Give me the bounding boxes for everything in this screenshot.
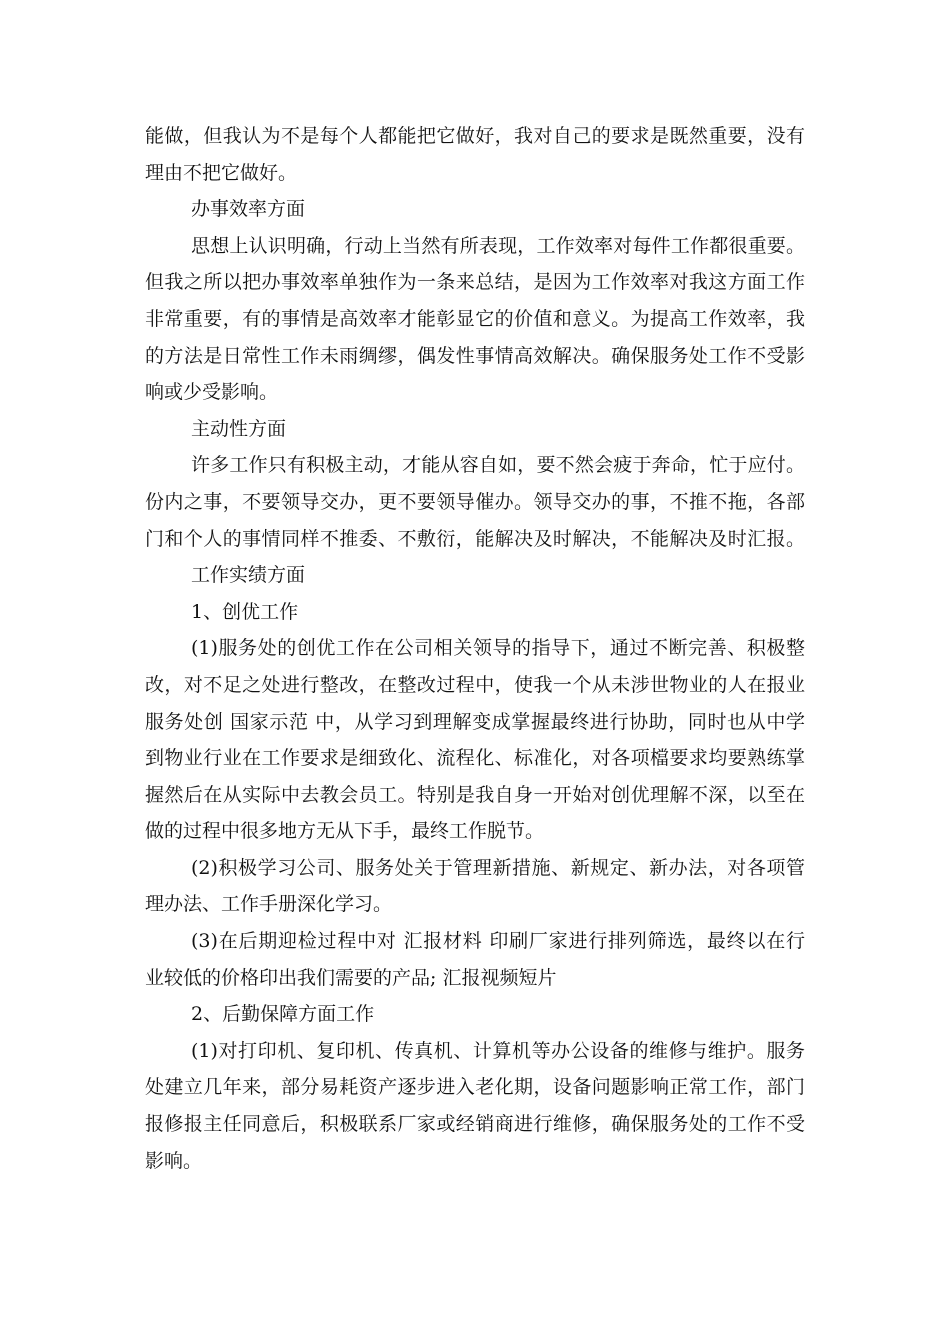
text-line: 份内之事，不要领导交办，更不要领导催办。领导交办的事，不推不拖，各部 [145,490,805,513]
text-line: 响或少受影响。 [145,381,279,404]
text-line: 思想上认识明确，行动上当然有所表现，工作效率对每件工作都很重要。 [191,234,805,257]
text-line: 服务处创 国家示范 中，从学习到理解变成掌握最终进行协助，同时也从中学 [145,710,805,733]
document-body [145,118,805,1179]
text-line: 业较低的价格印出我们需要的产品; 汇报视频短片 [145,966,557,989]
text-line: 工作实绩方面 [191,564,306,587]
text-line: 非常重要，有的事情是高效率才能彰显它的价值和意义。为提高工作效率，我 [145,307,805,330]
text-line: 门和个人的事情同样不推委、不敷衍，能解决及时解决，不能解决及时汇报。 [145,527,805,550]
text-line: 报修报主任同意后，积极联系厂家或经销商进行维修，确保服务处的工作不受 [145,1113,805,1136]
text-line: (1)服务处的创优工作在公司相关领导的指导下，通过不断完善、积极整 [191,637,805,660]
text-line: (1)对打印机、复印机、传真机、计算机等办公设备的维修与维护。服务 [191,1039,805,1062]
text-line: 办事效率方面 [191,198,306,221]
text-line: (3)在后期迎检过程中对 汇报材料 印刷厂家进行排列筛选，最终以在行 [191,930,805,953]
text-line: 理由不把它做好。 [145,161,298,184]
text-line: 1、创优工作 [191,600,299,623]
text-line: 许多工作只有积极主动，才能从容自如，要不然会疲于奔命，忙于应付。 [191,454,805,477]
text-line: 能做，但我认为不是每个人都能把它做好，我对自己的要求是既然重要，没有 [145,125,805,147]
text-line: (2)积极学习公司、服务处关于管理新措施、新规定、新办法，对各项管 [191,856,805,879]
text-line: 改，对不足之处进行整改，在整改过程中，使我一个从未涉世物业的人在报业 [145,673,805,696]
text-line: 理办法、工作手册深化学习。 [145,893,393,916]
text-line: 到物业行业在工作要求是细致化、流程化、标准化，对各项檔要求均要熟练掌 [145,747,805,770]
text-line: 处建立几年来，部分易耗资产逐步进入老化期，设备问题影响正常工作，部门 [145,1076,805,1099]
text-line: 主动性方面 [191,417,287,440]
text-line: 的方法是日常性工作未雨绸缪，偶发性事情高效解决。确保服务处工作不受影 [145,344,805,367]
text-line: 2、后勤保障方面工作 [191,1003,375,1026]
text-line: 影响。 [145,1149,203,1172]
text-line: 但我之所以把办事效率单独作为一条来总结，是因为工作效率对我这方面工作 [145,271,805,294]
text-line: 握然后在从实际中去教会员工。特别是我自身一开始对创优理解不深，以至在 [145,783,805,806]
text-line: 做的过程中很多地方无从下手，最终工作脱节。 [145,820,545,843]
